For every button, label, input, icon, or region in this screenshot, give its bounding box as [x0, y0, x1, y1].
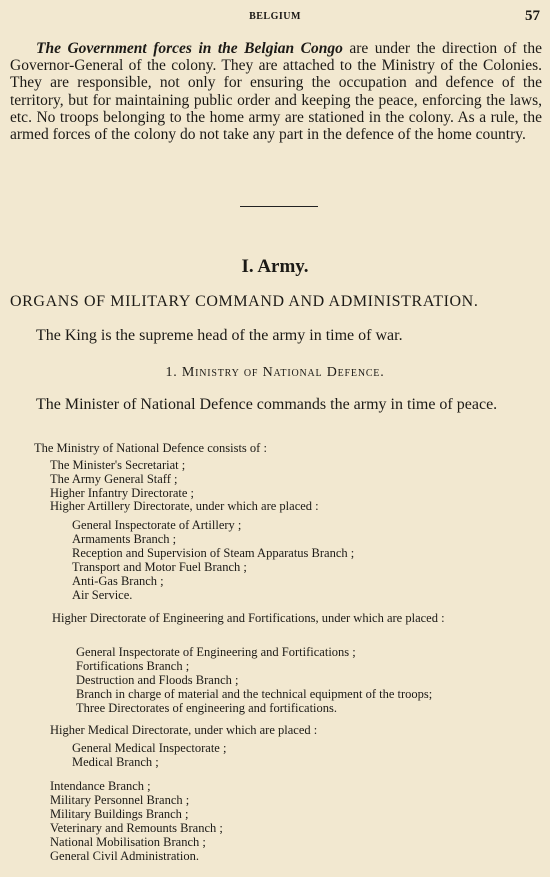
ministry-heading: 1. Ministry of National Defence.	[165, 365, 385, 380]
page-number: 57	[525, 8, 540, 24]
list-item-branch: General Civil Administration.	[50, 849, 199, 863]
intro-italic-lead: The Government forces in the Belgian Congo	[36, 40, 343, 57]
intro-text: are under the direction of the Governor-General of the colony. They are attached to the Ministry of the Colonies. They are responsible, not only for ensuring the occupation and defence of the territory, but for maintaining public order and keeping the peace, enforcing the laws, etc. No troops belonging to the home army are stationed in the colony. As a rule, the armed forces of the colony do not take any part in the defence of the home country.	[10, 40, 542, 144]
list-item-artillery: Air Service.	[72, 588, 133, 602]
list-item-branch: Military Buildings Branch ;	[50, 807, 189, 821]
engineering-intro: Higher Directorate of Engineering and Fortifications, under which are placed :	[52, 611, 445, 625]
consists-line: The Ministry of National Defence consists of :	[34, 441, 267, 455]
list-item-medical: Medical Branch ;	[72, 755, 159, 769]
list-item-medical: General Medical Inspectorate ;	[72, 741, 227, 755]
minister-paragraph: The Minister of National Defence commands the army in time of peace.	[36, 396, 498, 413]
list-item-artillery: Anti-Gas Branch ;	[72, 574, 164, 588]
list-item-branch: Intendance Branch ;	[50, 779, 151, 793]
list-item-top: The Minister's Secretariat ;	[50, 458, 186, 472]
list-item-engineering: Destruction and Floods Branch ;	[76, 673, 239, 687]
section-divider	[240, 206, 318, 207]
list-item-engineering: Branch in charge of material and the technical equipment of the troops;	[76, 687, 433, 701]
list-item-artillery: Armaments Branch ;	[72, 532, 177, 546]
list-item-engineering: Fortifications Branch ;	[76, 659, 190, 673]
running-head-title: BELGIUM	[249, 11, 301, 22]
list-item-branch: National Mobilisation Branch ;	[50, 835, 206, 849]
list-item-artillery: Reception and Supervision of Steam Apparatus Branch ;	[72, 546, 355, 560]
list-item-branch: Veterinary and Remounts Branch ;	[50, 821, 223, 835]
list-item-artillery: Transport and Motor Fuel Branch ;	[72, 560, 247, 574]
list-item-artillery: General Inspectorate of Artillery ;	[72, 518, 242, 532]
medical-intro: Higher Medical Directorate, under which are placed :	[50, 723, 318, 737]
list-item-top: The Army General Staff ;	[50, 472, 178, 486]
king-line: The King is the supreme head of the army in time of war.	[36, 327, 403, 344]
list-item-top: Higher Infantry Directorate ;	[50, 486, 195, 500]
list-item-top: Higher Artillery Directorate, under which are placed :	[50, 499, 319, 513]
list-item-engineering: Three Directorates of engineering and fortifications.	[76, 701, 337, 715]
list-item-branch: Military Personnel Branch ;	[50, 793, 190, 807]
list-item-engineering: General Inspectorate of Engineering and Fortifications ;	[76, 645, 356, 659]
army-heading: I. Army.	[241, 256, 309, 277]
intro-paragraph	[10, 40, 542, 143]
running-head	[0, 8, 550, 26]
organs-heading: ORGANS OF MILITARY COMMAND AND ADMINISTRATION.	[10, 293, 479, 310]
